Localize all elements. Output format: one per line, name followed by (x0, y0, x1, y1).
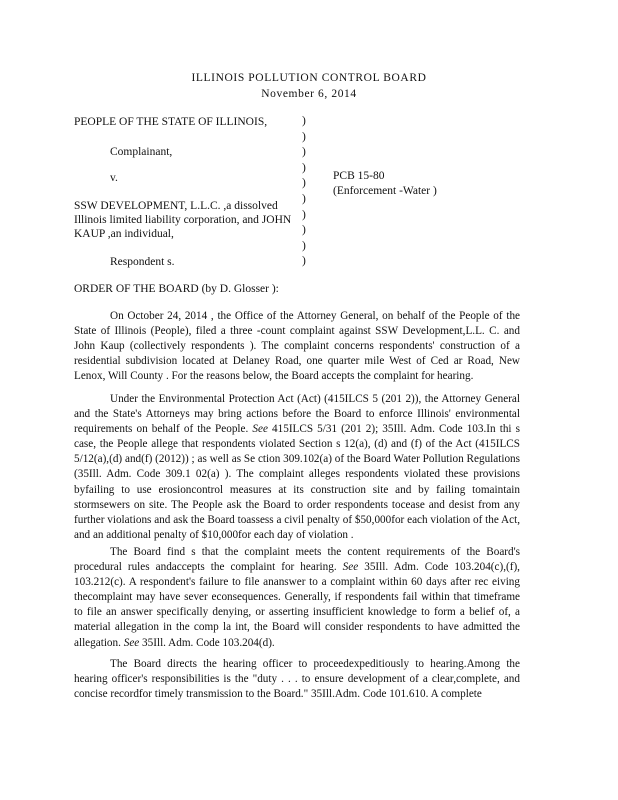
see-signal: See (342, 561, 359, 574)
paren-mark: ) (302, 192, 306, 205)
case-type: (Enforcement -Water ) (333, 185, 437, 197)
caption-parentheses (302, 114, 306, 270)
paragraph-2-text-a: Under the Environmental Protection Act (Act) (415ILCS 5 (201 2)), the Attorney General and the State's Attorneys may bring actions before the Board to enforce Illinois' environmental requirements on behalf of the People. (74, 393, 520, 436)
order-date: November 6, 2014 (261, 88, 357, 100)
case-number: PCB 15-80 (333, 170, 385, 182)
paren-mark: ) (302, 239, 306, 252)
order-heading: ORDER OF THE BOARD (by D. Glosser ): (74, 283, 279, 295)
paragraph-3-text-b: 35Ill. Adm. Code 103.204(c),(f), 103.212(c). A respondent's failure to file ananswer to a complaint within 60 days after rec eiving thecomplaint may have sever econsequences. Generally, if respondents fail within that timeframe to file an answer specifically denying, or asserting insufficient knowledge to form a belief of, a material allegation in the comp la int, the Board will consider respondents to have admitted the allegation. (74, 561, 520, 649)
plaintiff-name: PEOPLE OF THE STATE OF ILLINOIS, (74, 116, 268, 128)
paren-mark: ) (302, 161, 306, 174)
paren-mark: ) (302, 224, 306, 237)
paragraph-3-text-a: The Board find s that the complaint meets the content requirements of the Board's procedural rules andaccepts the complaint for hearing. (74, 546, 520, 574)
paren-mark: ) (302, 130, 306, 143)
versus-label: v. (110, 172, 118, 184)
respondent-line: KAUP ,an individual, (74, 228, 174, 240)
paragraph-2-text-b: 415ILCS 5/31 (201 2); 35Ill. Adm. Code 103.In thi s case, the People allege that respondents violated Section s 12(a), (d) and (f) of the Act (415ILCS 5/12(a),(d) and(f) (2012)) ; as well as Se ction 309.102(a) of the Board Water Pollution Regulations (35Ill. Adm. Code 309.1 02(a) ). The complaint alleges respondents violated these provisions byfailing to use erosioncontrol measures at its construction site and by failing tomaintain stormsewers on site. The People ask the Board to order respondents tocease and desist from any further violations and ask the Board toassess a civil penalty of $50,000for each violation of the Act, and an additional penalty of $10,000for each day of violation . (74, 423, 520, 541)
complainant-label: Complainant, (110, 146, 173, 158)
paren-mark: ) (302, 208, 306, 221)
paragraph-3 (74, 545, 520, 651)
see-signal: See (252, 423, 268, 436)
paragraph-3-text-c: 35Ill. Adm. Code 103.204(d). (139, 636, 275, 649)
paren-mark: ) (302, 255, 306, 268)
paragraph-1: On October 24, 2014 , the Office of the Attorney General, on behalf of the People of the State of Illinois (People), filed a three -count complaint against SSW Development,L.L. C. and John Kaup (collectively respondents ). The complaint concerns respondents' construction of a residential subdivision located at Delaney Road, one quarter mile West of Ced ar Road, New Lenox, Will County . For the reasons below, the Board accepts the complaint for hearing. (74, 310, 520, 383)
respondent-line: SSW DEVELOPMENT, L.L.C. ,a dissolved (74, 200, 278, 212)
paragraph-2 (74, 392, 520, 543)
board-title: ILLINOIS POLLUTION CONTROL BOARD (191, 72, 427, 84)
paren-mark: ) (302, 146, 306, 159)
paren-mark: ) (302, 115, 306, 127)
respondent-line: Illinois limited liability corporation, and JOHN (74, 214, 292, 226)
see-signal: See (123, 636, 140, 649)
paragraph-4: The Board directs the hearing officer to proceedexpeditiously to hearing.Among the hearing officer's responsibilities is the "duty . . . to ensure development of a clear,complete, and concise recordfor timely transmission to the Board." 35Ill.Adm. Code 101.610. A complete (74, 658, 520, 701)
respondents-label: Respondent s. (110, 256, 175, 268)
paren-mark: ) (302, 177, 306, 190)
